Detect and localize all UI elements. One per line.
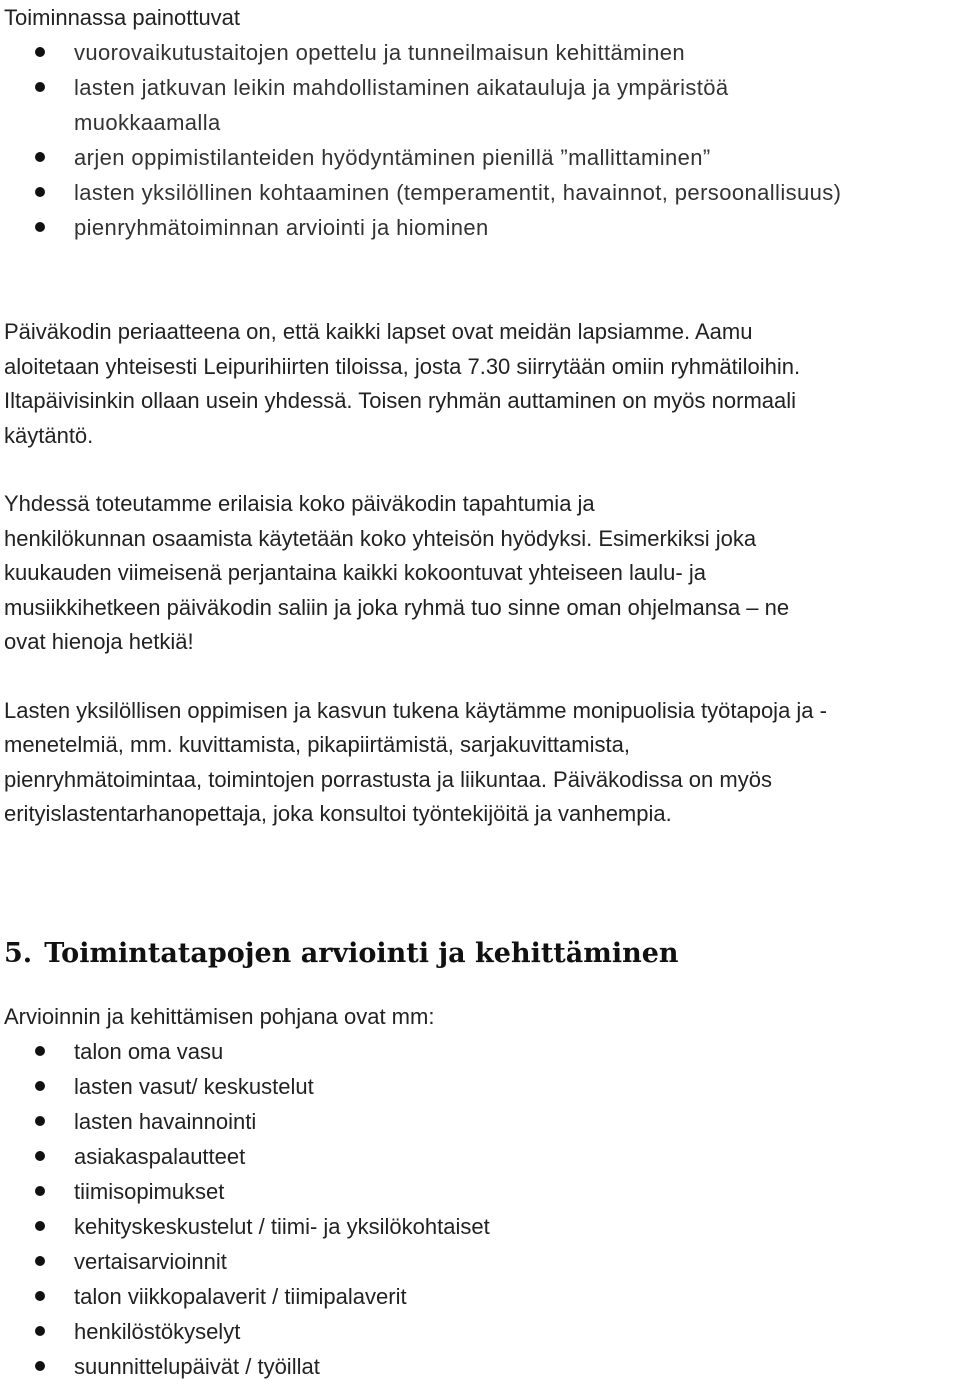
list-item (4, 1034, 956, 1069)
section-title: Toimintatapojen arviointi ja kehittäminen (44, 937, 679, 969)
bullet-icon (35, 152, 45, 162)
text-line: menetelmiä, mm. kuvittamista, pikapiirtämistä, sarjakuvittamista, (4, 732, 630, 757)
list-item-text: lasten vasut/ keskustelut (74, 1073, 314, 1099)
paragraph-events (4, 487, 956, 660)
list-item-text: vertaisarvioinnit (74, 1248, 227, 1274)
text-line: ovat hienoja hetkiä! (4, 629, 194, 654)
text-line: kuukauden viimeisenä perjantaina kaikki kokoontuvat yhteiseen laulu- ja (4, 560, 706, 585)
list-item-text: tiimisopimukset (74, 1178, 225, 1204)
list-item (4, 1279, 956, 1314)
text-line: henkilökunnan osaamista käytetään koko yhteisön hyödyksi. Esimerkiksi joka (4, 525, 757, 551)
section-heading (4, 936, 956, 972)
list-item (4, 210, 956, 245)
list-item (4, 1139, 956, 1174)
list-item-text: suunnittelupäivät / työillat (74, 1353, 320, 1379)
bullet-icon (35, 1151, 45, 1161)
bullet-icon (35, 1326, 45, 1336)
bullet-icon (35, 1186, 45, 1196)
text-line: Päiväkodin periaatteena on, että kaikki lapset ovat meidän lapsiamme. Aamu (4, 319, 753, 344)
document-page (4, 0, 956, 1384)
list-item (4, 1314, 956, 1349)
bullet-icon (35, 47, 45, 57)
list-item-text: henkilöstökyselyt (74, 1318, 241, 1344)
paragraph-principles (4, 315, 956, 453)
bullet-icon (35, 1256, 45, 1266)
list-item (4, 140, 956, 175)
bullet-icon (35, 1046, 45, 1056)
section-intro: Arvioinnin ja kehittämisen pohjana ovat mm: (4, 1003, 435, 1029)
bullet-icon (35, 1221, 45, 1231)
text-line: musiikkihetkeen päiväkodin saliin ja joka ryhmä tuo sinne oman ohjelmansa – ne (4, 594, 790, 620)
list-item-text: arjen oppimistilanteiden hyödyntäminen pienillä ”mallittaminen” (74, 145, 711, 170)
list-item (4, 1174, 956, 1209)
text-line: käytäntö. (4, 422, 94, 448)
bullet-icon (35, 82, 45, 92)
list-item-text: kehityskeskustelut / tiimi- ja yksilökohtaiset (74, 1213, 490, 1239)
list-item-text: talon viikkopalaverit / tiimipalaverit (74, 1283, 407, 1309)
evaluation-list (4, 1034, 956, 1384)
list-item-text: talon oma vasu (74, 1038, 224, 1064)
bullet-icon (35, 187, 45, 197)
section-number: 5. (4, 937, 33, 969)
text-line: Lasten yksilöllisen oppimisen ja kasvun tukena käytämme monipuolisia työtapoja ja - (4, 697, 827, 723)
text-line: Iltapäivisinkin ollaan usein yhdessä. Toisen ryhmän auttaminen on myös normaali (4, 388, 797, 413)
bullet-icon (35, 1081, 45, 1091)
text-line: aloitetaan yhteisesti Leipurihiirten tiloissa, josta 7.30 siirrytään omiin ryhmätiloihin. (4, 353, 801, 379)
list-item-text: pienryhmätoiminnan arviointi ja hiominen (74, 215, 489, 240)
list-item (4, 1104, 956, 1139)
list-item-text: lasten yksilöllinen kohtaaminen (temperamentit, havainnot, persoonallisuus) (74, 180, 842, 205)
bullet-icon (35, 1361, 45, 1371)
list-item (4, 1349, 956, 1384)
bullet-icon (35, 1291, 45, 1301)
list-item-text: lasten havainnointi (74, 1108, 257, 1134)
focus-list (4, 35, 956, 245)
section-intro: Toiminnassa painottuvat (4, 5, 241, 30)
list-item (4, 70, 956, 105)
bullet-icon (35, 222, 45, 232)
text-line: Yhdessä toteutamme erilaisia koko päiväkodin tapahtumia ja (4, 491, 595, 516)
list-item (4, 1244, 956, 1279)
list-item (4, 175, 956, 210)
text-line: pienryhmätoimintaa, toimintojen porrastusta ja liikuntaa. Päiväkodissa on myös (4, 766, 772, 792)
list-item-text: lasten jatkuvan leikin mahdollistaminen aikatauluja ja ympäristöä (74, 75, 729, 100)
list-item-text: vuorovaikutustaitojen opettelu ja tunneilmaisun kehittäminen (74, 40, 686, 65)
list-item (4, 35, 956, 70)
text-line: erityislastentarhanopettaja, joka konsultoi työntekijöitä ja vanhempia. (4, 801, 672, 826)
list-item (4, 1209, 956, 1244)
paragraph-methods (4, 694, 956, 832)
list-item-text: asiakaspalautteet (74, 1143, 246, 1169)
bullet-icon (35, 1116, 45, 1126)
list-item (4, 1069, 956, 1104)
list-item-text: muokkaamalla (74, 110, 221, 135)
list-item-continuation (4, 105, 956, 140)
